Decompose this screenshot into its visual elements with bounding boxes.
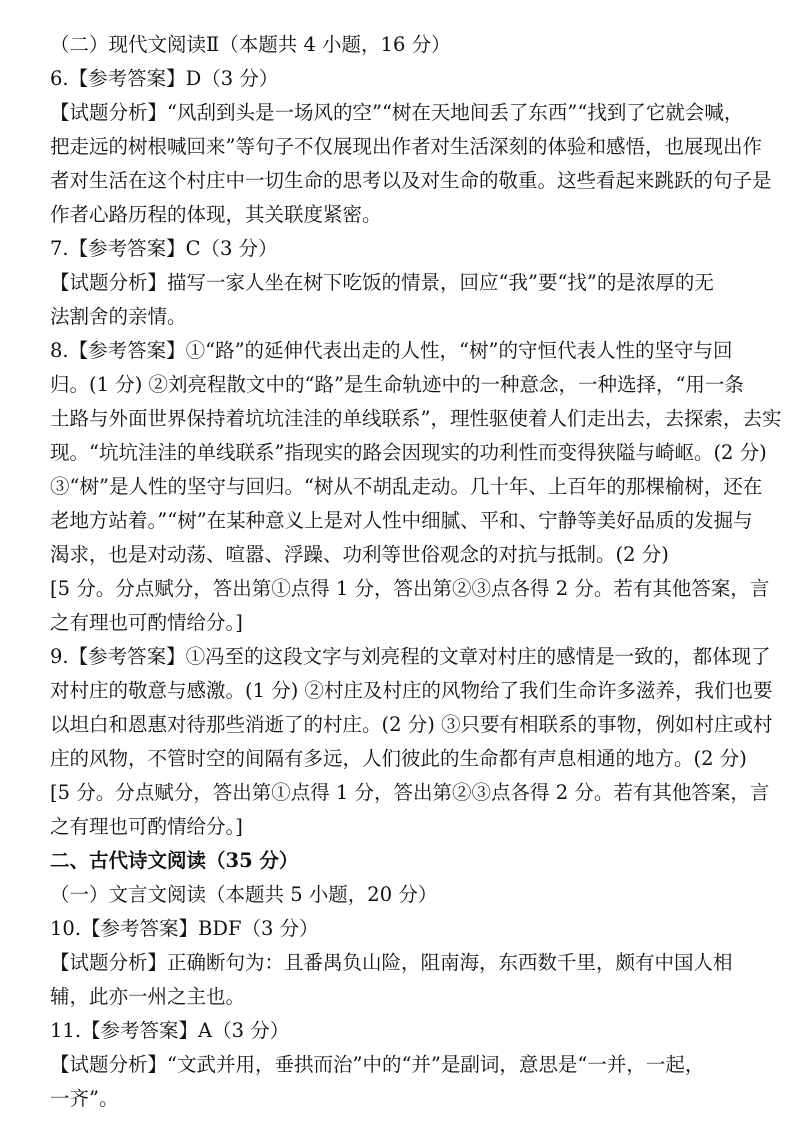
answer-8-line-1: 8.【参考答案】①“路”的延伸代表出走的人性，“树”的守恒代表人性的坚守与回 [50,339,733,362]
analysis-7-line-2: 法割舍的亲情。 [50,305,187,328]
answer-9-line-1: 9.【参考答案】①冯至的这段文字与刘亮程的文章对村庄的感情是一致的，都体现了 [50,645,771,668]
analysis-11-line-2: 一齐”。 [50,1087,119,1110]
section-heading-classical-prose: （一）文言文阅读（本题共 5 小题，20 分） [50,883,438,906]
answer-10: 10.【参考答案】BDF（3 分） [50,917,319,940]
answer-11: 11.【参考答案】A（3 分） [50,1019,290,1042]
answer-9-line-3: 以坦白和恩惠对待那些消逝了的村庄。(2 分) ③只要有相联系的事物，例如村庄或村 [50,713,773,736]
answer-9-line-4: 庄的风物，不管时空的间隔有多远，人们彼此的生命都有声息相通的地方。(2 分) [50,747,747,770]
answer-7: 7.【参考答案】C（3 分） [50,237,278,260]
analysis-6-line-1: 【试题分析】“风刮到头是一场风的空”“树在天地间丢了东西”“找到了它就会喊， [50,101,744,124]
answer-9-line-2: 对村庄的敬意与感激。(1 分) ②村庄及村庄的风物给了我们生命许多滋养，我们也要 [50,679,773,702]
scoring-note-9-line-1: [5 分。分点赋分，答出第①点得 1 分，答出第②③点各得 2 分。若有其他答案，言 [50,781,770,804]
analysis-10-line-2: 辅，此亦一州之主也。 [50,985,246,1008]
section-heading-classical: 二、古代诗文阅读（35 分） [50,849,299,872]
scoring-note-8-line-2: 之有理也可酌情给分。] [50,611,243,634]
answer-8-line-4: 现。“坑坑洼洼的单线联系”指现实的路会因现实的功利性而变得狭隘与崎岖。(2 分) [50,441,767,464]
scoring-note-8-line-1: [5 分。分点赋分，答出第①点得 1 分，答出第②③点各得 2 分。若有其他答案，言 [50,577,770,600]
answer-8-line-5: ③“树”是人性的坚守与回归。“树从不胡乱走动。几十年、上百年的那棵榆树，还在 [50,475,763,498]
answer-6: 6.【参考答案】D（3 分） [50,67,279,90]
analysis-6-line-3: 者对生活在这个村庄中一切生命的思考以及对生命的敬重。这些看起来跳跃的句子是 [50,169,772,192]
analysis-11-line-1: 【试题分析】“文武并用，垂拱而治”中的“并”是副词，意思是“一并，一起， [50,1053,705,1076]
answer-8-line-7: 渴求，也是对动荡、喧嚣、浮躁、功利等世俗观念的对抗与抵制。(2 分) [50,543,669,566]
answer-8-line-6: 老地方站着。”“树”在某种意义上是对人性中细腻、平和、宁静等美好品质的发掘与 [50,509,753,532]
answer-8-line-3: 土路与外面世界保持着坑坑洼洼的单线联系”，理性驱使着人们走出去，去探索，去实 [50,407,782,430]
analysis-6-line-2: 把走远的树根喊回来”等句子不仅展现出作者对生活深刻的体验和感悟，也展现出作 [50,135,762,158]
analysis-10-line-1: 【试题分析】正确断句为：且番禺负山险，阻南海，东西数千里，颇有中国人相 [50,951,733,974]
analysis-7-line-1: 【试题分析】描写一家人坐在树下吃饭的情景，回应“我”要“找”的是浓厚的无 [50,271,714,294]
section-heading-modern-reading-2: （二）现代文阅读Ⅱ（本题共 4 小题，16 分） [50,33,451,56]
answer-8-line-2: 归。(1 分) ②刘亮程散文中的“路”是生命轨迹中的一种意念，一种选择，“用一条 [50,373,744,396]
analysis-6-line-4: 作者心路历程的体现，其关联度紧密。 [50,203,382,226]
scoring-note-9-line-2: 之有理也可酌情给分。] [50,815,243,838]
